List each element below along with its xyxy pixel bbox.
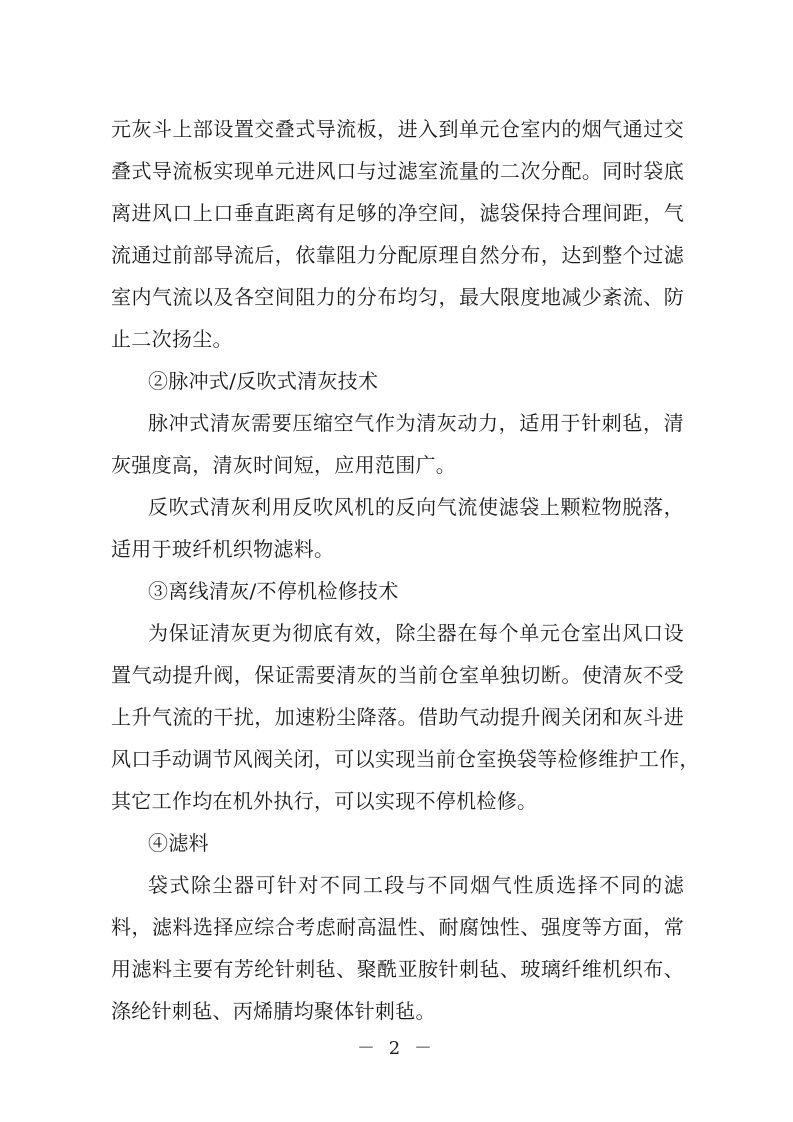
paragraph-line: 止二次扬尘。 xyxy=(111,327,233,351)
paragraph-line: 元灰斗上部设置交叠式导流板，进入到单元仓室内的烟气通过交 xyxy=(111,117,684,141)
paragraph-line: 上升气流的干扰，加速粉尘降落。借助气动提升阀关闭和灰斗进 xyxy=(111,705,684,729)
paragraph-line: 风口手动调节风阀关闭，可以实现当前仓室换袋等检修维护工作， xyxy=(111,747,700,771)
page-number: － 2 － xyxy=(357,1038,436,1059)
paragraph-line: 叠式导流板实现单元进风口与过滤室流量的二次分配。同时袋底 xyxy=(111,159,684,183)
section-heading-filter-material: ④滤料 xyxy=(148,831,209,855)
paragraph-line: 袋式除尘器可针对不同工段与不同烟气性质选择不同的滤 xyxy=(148,873,684,897)
paragraph-line: 置气动提升阀，保证需要清灰的当前仓室单独切断。使清灰不受 xyxy=(111,663,684,687)
paragraph-line: 涤纶针刺毡、丙烯腈均聚体针刺毡。 xyxy=(111,999,436,1023)
paragraph-line: 脉冲式清灰需要压缩空气作为清灰动力，适用于针刺毡，清 xyxy=(148,411,684,435)
paragraph-line: 流通过前部导流后，依靠阻力分配原理自然分布，达到整个过滤 xyxy=(111,243,684,267)
paragraph-line: 室内气流以及各空间阻力的分布均匀，最大限度地减少紊流、防 xyxy=(111,285,684,309)
paragraph-line: 其它工作均在机外执行，可以实现不停机检修。 xyxy=(111,789,538,813)
section-heading-offline-cleaning: ③离线清灰/不停机检修技术 xyxy=(148,579,399,603)
paragraph-line: 适用于玻纤机织物滤料。 xyxy=(111,537,335,561)
section-heading-pulse-cleaning: ②脉冲式/反吹式清灰技术 xyxy=(148,369,379,393)
paragraph-line: 灰强度高，清灰时间短，应用范围广。 xyxy=(111,453,457,477)
paragraph-line: 反吹式清灰利用反吹风机的反向气流使滤袋上颗粒物脱落， xyxy=(148,495,684,519)
paragraph-line: 为保证清灰更为彻底有效，除尘器在每个单元仓室出风口设 xyxy=(148,621,684,645)
paragraph-line: 料，滤料选择应综合考虑耐高温性、耐腐蚀性、强度等方面，常 xyxy=(111,915,684,939)
paragraph-line: 用滤料主要有芳纶针刺毡、聚酰亚胺针刺毡、玻璃纤维机织布、 xyxy=(111,957,684,981)
paragraph-line: 离进风口上口垂直距离有足够的净空间，滤袋保持合理间距，气 xyxy=(111,201,684,225)
